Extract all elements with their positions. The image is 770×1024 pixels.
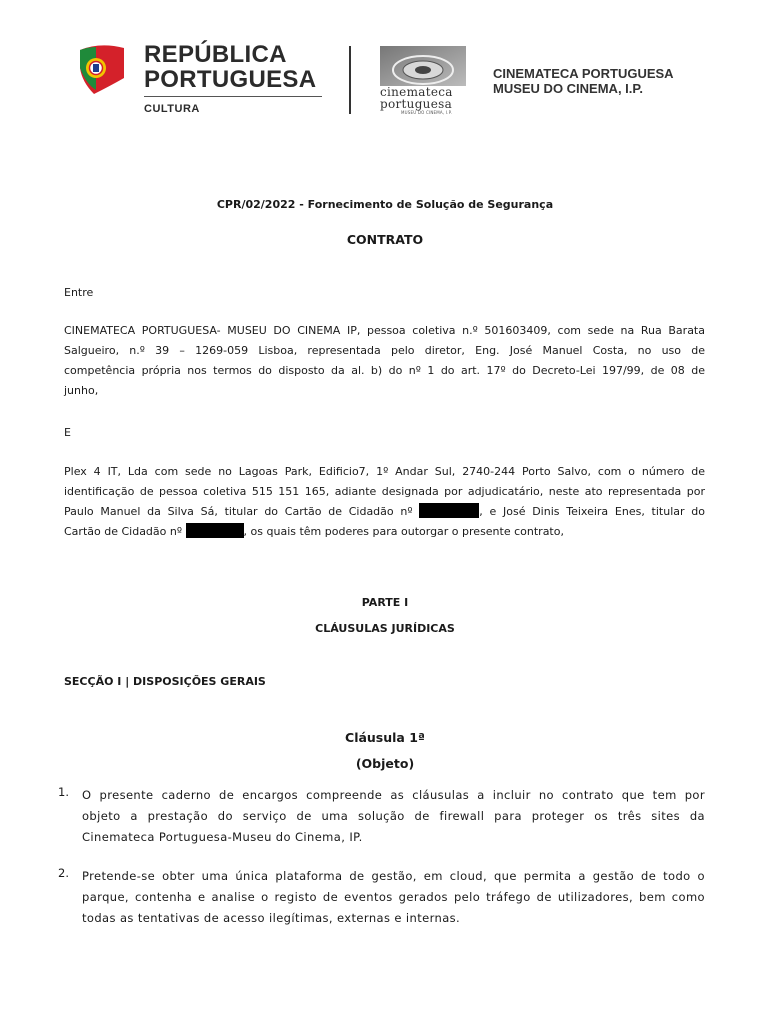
list-item-line: Pretende-se obter uma única plataforma de gestão, em cloud, que permita a gestão de todo o bbox=[82, 869, 705, 883]
reference-title: CPR/02/2022 - Fornecimento de Solução de Segurança bbox=[216, 198, 554, 211]
cinemateca-name-line-2: MUSEU DO CINEMA, I.P. bbox=[493, 81, 644, 96]
redaction-block bbox=[186, 523, 244, 538]
party-1-line: CINEMATECA PORTUGUESA- MUSEU DO CINEMA IP, pessoa coletiva n.º 501603409, com sede na Rua Barata bbox=[64, 324, 705, 337]
list-item bbox=[82, 866, 705, 929]
cinemateca-logo-line-2: portuguesa bbox=[380, 97, 453, 111]
cinemateca-name bbox=[493, 66, 674, 96]
party-2-text: , os quais têm poderes para outorgar o presente contrato, bbox=[243, 525, 564, 538]
rp-line-2: PORTUGUESA bbox=[144, 66, 317, 93]
list-item bbox=[82, 785, 705, 848]
clausula-subtitle: (Objeto) bbox=[355, 756, 415, 771]
list-item-number: 2. bbox=[58, 866, 69, 880]
party-1-paragraph bbox=[64, 321, 705, 401]
rp-divider bbox=[144, 96, 322, 97]
list-item-line: parque, contenha e analise o registo de eventos gerados pelo tráfego de utilizadores, bem como bbox=[82, 890, 705, 904]
party-2-text: Cartão de Cidadão nº bbox=[64, 525, 186, 538]
seccao-heading: SECÇÃO I | DISPOSIÇÕES GERAIS bbox=[64, 675, 266, 688]
list-item-line: objeto a prestação do serviço de uma solução de firewall para proteger os três sites da bbox=[82, 809, 705, 823]
party-1-line: Salgueiro, n.º 39 – 1269-059 Lisboa, representada pelo diretor, Eng. José Manuel Costa, no uso de bbox=[64, 344, 705, 357]
party-1-line: junho, bbox=[64, 384, 99, 397]
party-2-line: identificação de pessoa coletiva 515 151 165, adiante designada por adjudicatário, neste ato representada por bbox=[64, 485, 705, 498]
party-2-text: , e José Dinis Teixeira Enes, titular do bbox=[479, 505, 705, 518]
clausula-title: Cláusula 1ª bbox=[345, 730, 425, 745]
party-2-line bbox=[64, 522, 705, 542]
party-2-line bbox=[64, 502, 705, 522]
rp-cultura-label: CULTURA bbox=[144, 103, 200, 115]
list-item-line: O presente caderno de encargos compreende as cláusulas a incluir no contrato que tem por bbox=[82, 788, 705, 802]
cinemateca-logo-line-1: cinemateca bbox=[380, 85, 453, 99]
entre-label: Entre bbox=[64, 286, 94, 299]
redaction-block bbox=[419, 503, 479, 518]
party-1-line: competência própria nos termos do disposto da al. b) do nº 1 do art. 17º do Decreto-Lei 197/99, de 08 de bbox=[64, 364, 705, 377]
cinemateca-name-line-1: CINEMATECA PORTUGUESA bbox=[493, 66, 674, 81]
header-vertical-separator bbox=[349, 46, 351, 114]
e-label: E bbox=[64, 426, 71, 439]
republica-portuguesa-wordmark bbox=[144, 42, 316, 92]
rp-line-1: REPÚBLICA bbox=[144, 41, 287, 68]
republica-portuguesa-flag-logo bbox=[76, 44, 126, 96]
cinemateca-logo-small-text: MUSEU DO CINEMA, I.P. bbox=[401, 110, 453, 115]
contract-title: CONTRATO bbox=[346, 232, 424, 247]
party-2-paragraph bbox=[64, 462, 705, 542]
list-item-line: todas as tentativas de acesso ilegítimas, externas e internas. bbox=[82, 911, 461, 925]
parte-heading: PARTE I bbox=[361, 596, 409, 609]
list-item-number: 1. bbox=[58, 785, 69, 799]
party-2-text: Paulo Manuel da Silva Sá, titular do Cartão de Cidadão nº bbox=[64, 505, 420, 518]
clausulas-heading: CLÁUSULAS JURÍDICAS bbox=[315, 622, 455, 635]
list-item-line: Cinemateca Portuguesa-Museu do Cinema, IP. bbox=[82, 830, 363, 844]
party-2-line: Plex 4 IT, Lda com sede no Lagoas Park, Edificio7, 1º Andar Sul, 2740-244 Porto Salvo, com o número de bbox=[64, 465, 705, 478]
cinemateca-reel-icon bbox=[380, 46, 466, 88]
